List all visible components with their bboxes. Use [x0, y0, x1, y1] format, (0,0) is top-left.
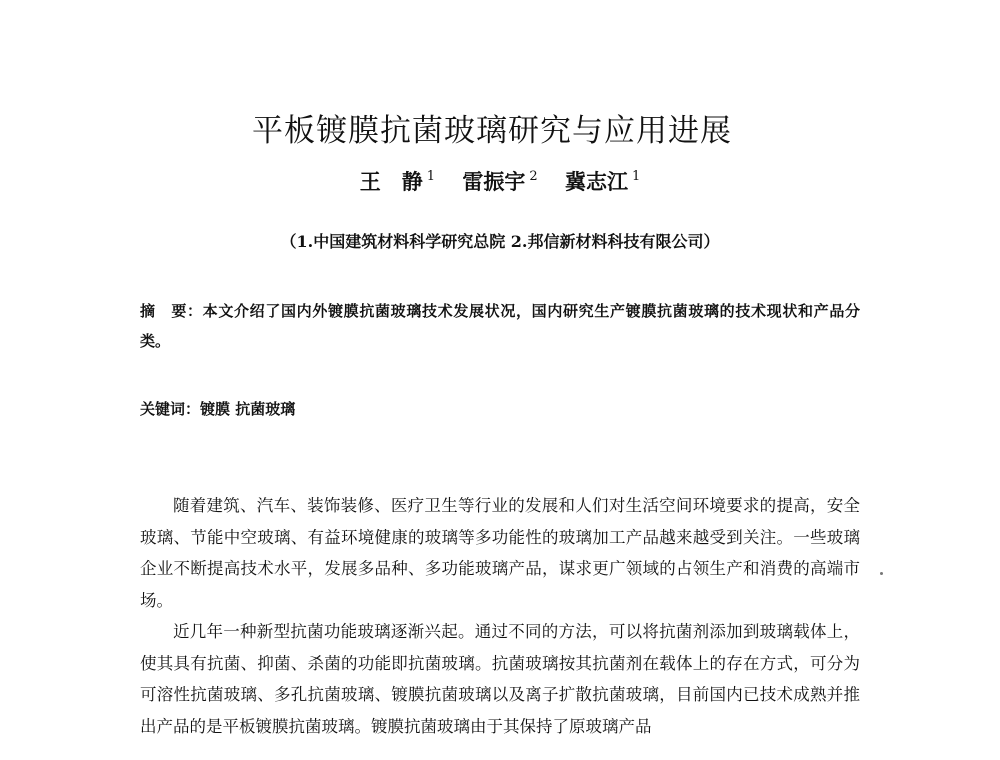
- author-list: [0, 162, 1000, 197]
- author-affiliation-mark: 1: [426, 169, 436, 184]
- body-paragraph: 近几年一种新型抗菌功能玻璃逐渐兴起。通过不同的方法，可以将抗菌剂添加到玻璃载体上，使其具有抗菌、抑菌、杀菌的功能即抗菌玻璃。抗菌玻璃按其抗菌剂在载体上的存在方式，可分为可溶性抗菌玻璃、多孔抗菌玻璃、镀膜抗菌玻璃以及离子扩散抗菌玻璃，目前国内已技术成熟并推出产品的是平板镀膜抗菌玻璃。镀膜抗菌玻璃由于其保持了原玻璃产品: [140, 622, 860, 736]
- paper-title: 平板镀膜抗菌玻璃研究与应用进展: [252, 112, 732, 149]
- author: [462, 162, 537, 197]
- author: [360, 162, 435, 197]
- scan-speck: [880, 572, 883, 575]
- author-affiliation-mark: 2: [529, 169, 538, 184]
- keywords-label: 关键词：: [140, 400, 201, 418]
- keywords: [140, 396, 860, 422]
- author-name: 雷振宇: [462, 169, 526, 194]
- affiliations: （1.中国建筑材料科学研究总院 2.邦信新材料科技有限公司）: [280, 232, 720, 251]
- author-affiliation-mark: 1: [631, 169, 641, 184]
- keywords-text: 镀膜 抗菌玻璃: [200, 400, 296, 418]
- author: [565, 162, 640, 197]
- body-paragraph: 随着建筑、汽车、装饰装修、医疗卫生等行业的发展和人们对生活空间环境要求的提高，安全玻璃、节能中空玻璃、有益环境健康的玻璃等多功能性的玻璃加工产品越来越受到关注。一些玻璃企业不断提高技术水平，发展多品种、多功能玻璃产品，谋求更广领域的占领生产和消费的高端市场。: [140, 496, 860, 610]
- abstract-label: 摘 要：: [140, 302, 203, 320]
- body-text: [140, 490, 860, 742]
- author-name: 冀志江: [564, 169, 628, 194]
- author-name: 王 静: [359, 169, 423, 194]
- abstract: [140, 296, 860, 356]
- abstract-text: 本文介绍了国内外镀膜抗菌玻璃技术发展状况，国内研究生产镀膜抗菌玻璃的技术现状和产品分类。: [140, 302, 860, 350]
